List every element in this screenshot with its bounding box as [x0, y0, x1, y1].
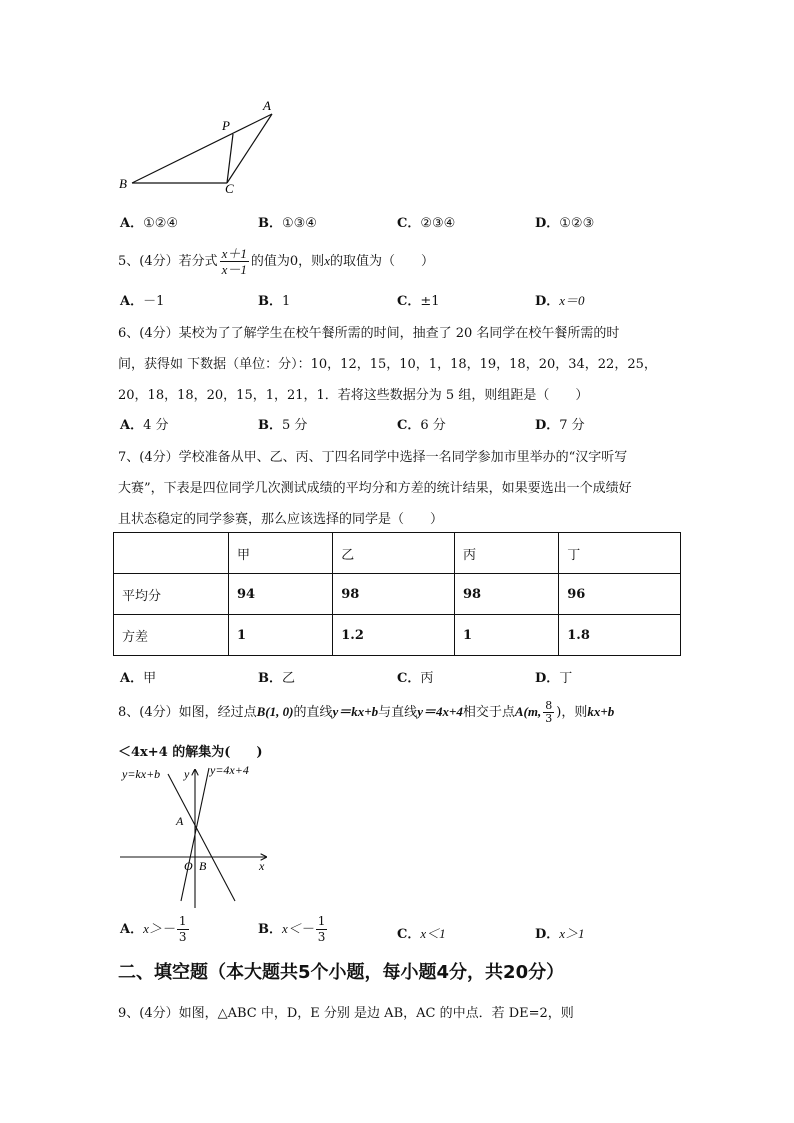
q7-line-3: 且状态稳定的同学参赛，那么应该选择的同学是（ ） [118, 512, 444, 527]
table-cell: 丙 [454, 533, 558, 574]
q6-options [120, 414, 680, 434]
graph-label-o: O [184, 859, 193, 873]
q6-option-c[interactable]: C．6 分 [397, 418, 446, 433]
q8-line-1: 8、(4分）如图，经过点B(1, 0)的直线y＝kx+b与直线y＝4x+4相交于点A(m, $\frac{8}{3}$ )，则kx+b [118, 699, 615, 725]
table-cell: 98 [333, 574, 455, 615]
q6-line-1: 6、(4分）某校为了了解学生在校午餐所需的时间，抽查了 20 名同学在校午餐所需的时 [118, 326, 620, 341]
q5-stem: 5、(4分）若分式 $\frac{x+1}{x-1}$ 的值为0，则x的取值为（ ） [118, 246, 434, 277]
q5-option-a[interactable]: A．－1 [120, 294, 165, 309]
table-cell: 乙 [333, 533, 455, 574]
score-table [113, 532, 681, 656]
q5-option-d[interactable]: D．x＝0 [535, 293, 585, 309]
q9-line-1: 9、(4分）如图，△ABC 中，D，E 分别 是边 AB，AC 的中点．若 DE=2，则 [118, 1006, 574, 1021]
section-heading: 二、填空题（本大题共5个小题，每小题4分，共20分） [118, 962, 565, 983]
label-c: C [225, 181, 234, 196]
q8-option-b[interactable]: B．x＜－ $\frac{1}{3}$ [258, 914, 326, 944]
graph-label-b: B [199, 859, 207, 873]
q7-option-b[interactable]: B．乙 [258, 671, 296, 686]
q8-options [120, 914, 680, 954]
q6-line-3: 20，18，18，20，15，1，21，1．若将这些数据分为 5 组，则组距是（ ） [118, 388, 589, 403]
q8-graph [118, 762, 278, 910]
graph-label-line2: y=4x+4 [210, 763, 249, 777]
q5-option-c[interactable]: C．±1 [397, 294, 440, 309]
q7-line-2: 大赛”，下表是四位同学几次测试成绩的平均分和方差的统计结果，如果要选出一个成绩好 [118, 481, 632, 496]
q8-line-2: ＜4x+4 的解集为( ) [118, 745, 263, 760]
table-cell: 1 [454, 615, 558, 656]
graph-label-a: A [176, 814, 184, 828]
q5-options [120, 290, 680, 310]
q6-option-d[interactable]: D．7 分 [535, 418, 585, 433]
q7-option-a[interactable]: A．甲 [120, 671, 157, 686]
label-p: P [222, 118, 230, 133]
graph-label-y: y [184, 767, 190, 781]
q6-line-2: 间，获得如 下数据（单位：分）：10，12，15，10，1，18，19，18，20，34，22，25， [118, 357, 657, 372]
label-a: A [263, 98, 271, 113]
q8-option-d[interactable]: D．x＞1 [535, 926, 585, 942]
table-cell: 1.2 [333, 615, 455, 656]
table-cell [114, 533, 229, 574]
table-row [114, 615, 681, 656]
graph-label-line1: y=kx+b [122, 767, 161, 781]
table-cell: 96 [559, 574, 681, 615]
table-cell: 甲 [229, 533, 333, 574]
q7-option-c[interactable]: C．丙 [397, 671, 434, 686]
q5-option-b[interactable]: B．1 [258, 294, 291, 309]
table-cell: 98 [454, 574, 558, 615]
q7-line-1: 7、(4分）学校准备从甲、乙、丙、丁四名同学中选择一名同学参加市里举办的“汉字听写 [118, 450, 628, 465]
q4-options [120, 212, 680, 232]
q8-option-a[interactable]: A．x＞－ $\frac{1}{3}$ [120, 914, 187, 944]
table-cell: 1 [229, 615, 333, 656]
label-b: B [119, 176, 127, 191]
graph-label-x: x [259, 859, 265, 873]
q7-option-d[interactable]: D．丁 [535, 671, 573, 686]
table-cell: 方差 [114, 615, 229, 656]
q4-option-c[interactable]: C．②③④ [397, 216, 456, 231]
q7-options [120, 667, 680, 687]
triangle-figure [112, 96, 292, 196]
table-cell: 1.8 [559, 615, 681, 656]
q4-option-a[interactable]: A．①②④ [120, 216, 179, 231]
table-header-row [114, 533, 681, 574]
q6-option-b[interactable]: B．5 分 [258, 418, 308, 433]
q8-option-c[interactable]: C．x＜1 [397, 926, 446, 942]
q4-option-d[interactable]: D．①②③ [535, 216, 595, 231]
q6-option-a[interactable]: A．4 分 [120, 418, 169, 433]
q5-fraction: $\frac{x+1}{x-1}$ [221, 246, 247, 277]
table-cell: 平均分 [114, 574, 229, 615]
q4-option-b[interactable]: B．①③④ [258, 216, 317, 231]
table-row [114, 574, 681, 615]
q8-fraction: $\frac{8}{3}$ [545, 699, 553, 725]
table-cell: 丁 [559, 533, 681, 574]
table-cell: 94 [229, 574, 333, 615]
